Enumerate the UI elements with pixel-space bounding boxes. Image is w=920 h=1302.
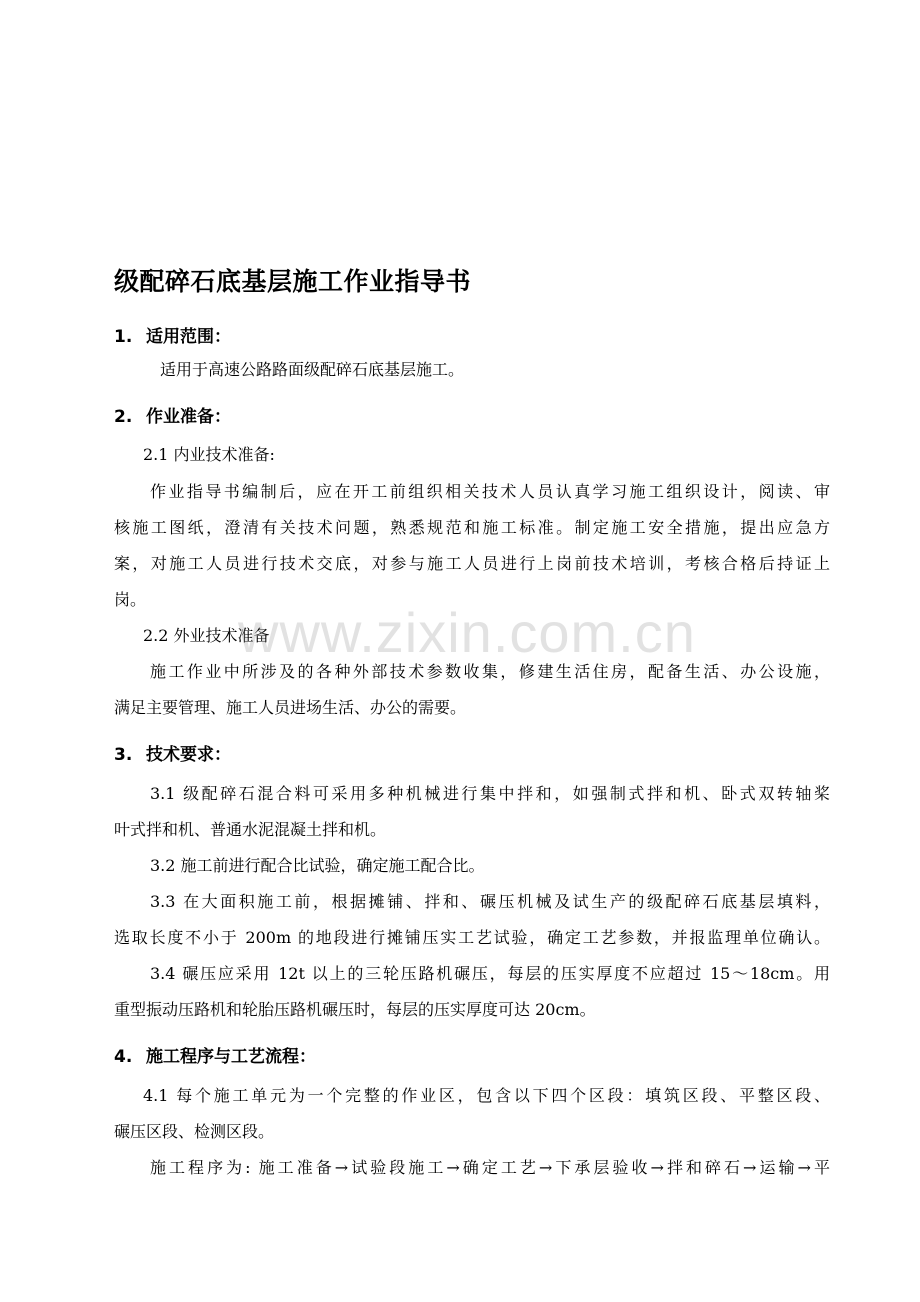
subsection-2-1-label: 2.1 内业技术准备: [143, 445, 275, 464]
paragraph-line: 3.3 在大面积施工前，根据摊铺、拌和、碾压机械及试生产的级配碎石底基层填料， [150, 892, 830, 911]
section-3-heading [114, 740, 231, 765]
paragraph-line: 选取长度不小于 200m 的地段进行摊铺压实工艺试验，确定工艺参数，并报监理单位确认。 [114, 928, 830, 947]
paragraph-line: 案，对施工人员进行技术交底，对参与施工人员进行上岗前技术培训，考核合格后持证上 [114, 554, 830, 573]
paragraph-line: 作业指导书编制后，应在开工前组织相关技术人员认真学习施工组织设计，阅读、审 [150, 482, 830, 501]
section-number: 2. [114, 407, 133, 427]
section-title: 技术要求： [146, 745, 231, 765]
paragraph-line: 核施工图纸，澄清有关技术问题，熟悉规范和施工标准。制定施工安全措施，提出应急方 [114, 518, 830, 537]
section-number: 3. [114, 745, 133, 765]
subsection-2-2-label: 2.2 外业技术准备 [143, 626, 270, 645]
section-number: 4. [114, 1047, 133, 1067]
section-title: 施工程序与工艺流程： [146, 1047, 316, 1067]
section-title: 作业准备： [146, 407, 231, 427]
section-number: 1. [114, 327, 133, 347]
paragraph-line: 重型振动压路机和轮胎压路机碾压时，每层的压实厚度可达 20cm。 [114, 1000, 596, 1019]
section-1-heading [114, 322, 231, 347]
paragraph-line: 岗。 [114, 590, 147, 609]
section-4-heading [114, 1042, 316, 1067]
paragraph-line: 3.2 施工前进行配合比试验，确定施工配合比。 [150, 856, 485, 875]
section-title: 适用范围： [146, 327, 231, 347]
paragraph-line: 叶式拌和机、普通水泥混凝土拌和机。 [114, 820, 387, 839]
watermark: www.zixin.com.cn [238, 601, 696, 664]
paragraph-line: 3.4 碾压应采用 12t 以上的三轮压路机碾压，每层的压实厚度不应超过 15～18cm。用 [150, 964, 830, 983]
paragraph-line: 3.1 级配碎石混合料可采用多种机械进行集中拌和，如强制式拌和机、卧式双转轴桨 [150, 784, 830, 803]
document-title: 级配碎石底基层施工作业指导书 [114, 267, 472, 296]
paragraph-line: 满足主要管理、施工人员进场生活、办公的需要。 [114, 698, 467, 717]
paragraph-line: 施工作业中所涉及的各种外部技术参数收集，修建生活住房，配备生活、办公设施， [150, 662, 830, 681]
paragraph-line: 碾压区段、检测区段。 [114, 1122, 275, 1141]
section-2-heading [114, 402, 231, 427]
section-1-paragraph: 适用于高速公路路面级配碎石底基层施工。 [160, 360, 465, 379]
paragraph-line: 4.1 每个施工单元为一个完整的作业区，包含以下四个区段：填筑区段、平整区段、 [143, 1086, 830, 1105]
paragraph-line: 施工程序为: 施工准备→试验段施工→确定工艺→下承层验收→拌和碎石→运输→平 [150, 1158, 830, 1177]
